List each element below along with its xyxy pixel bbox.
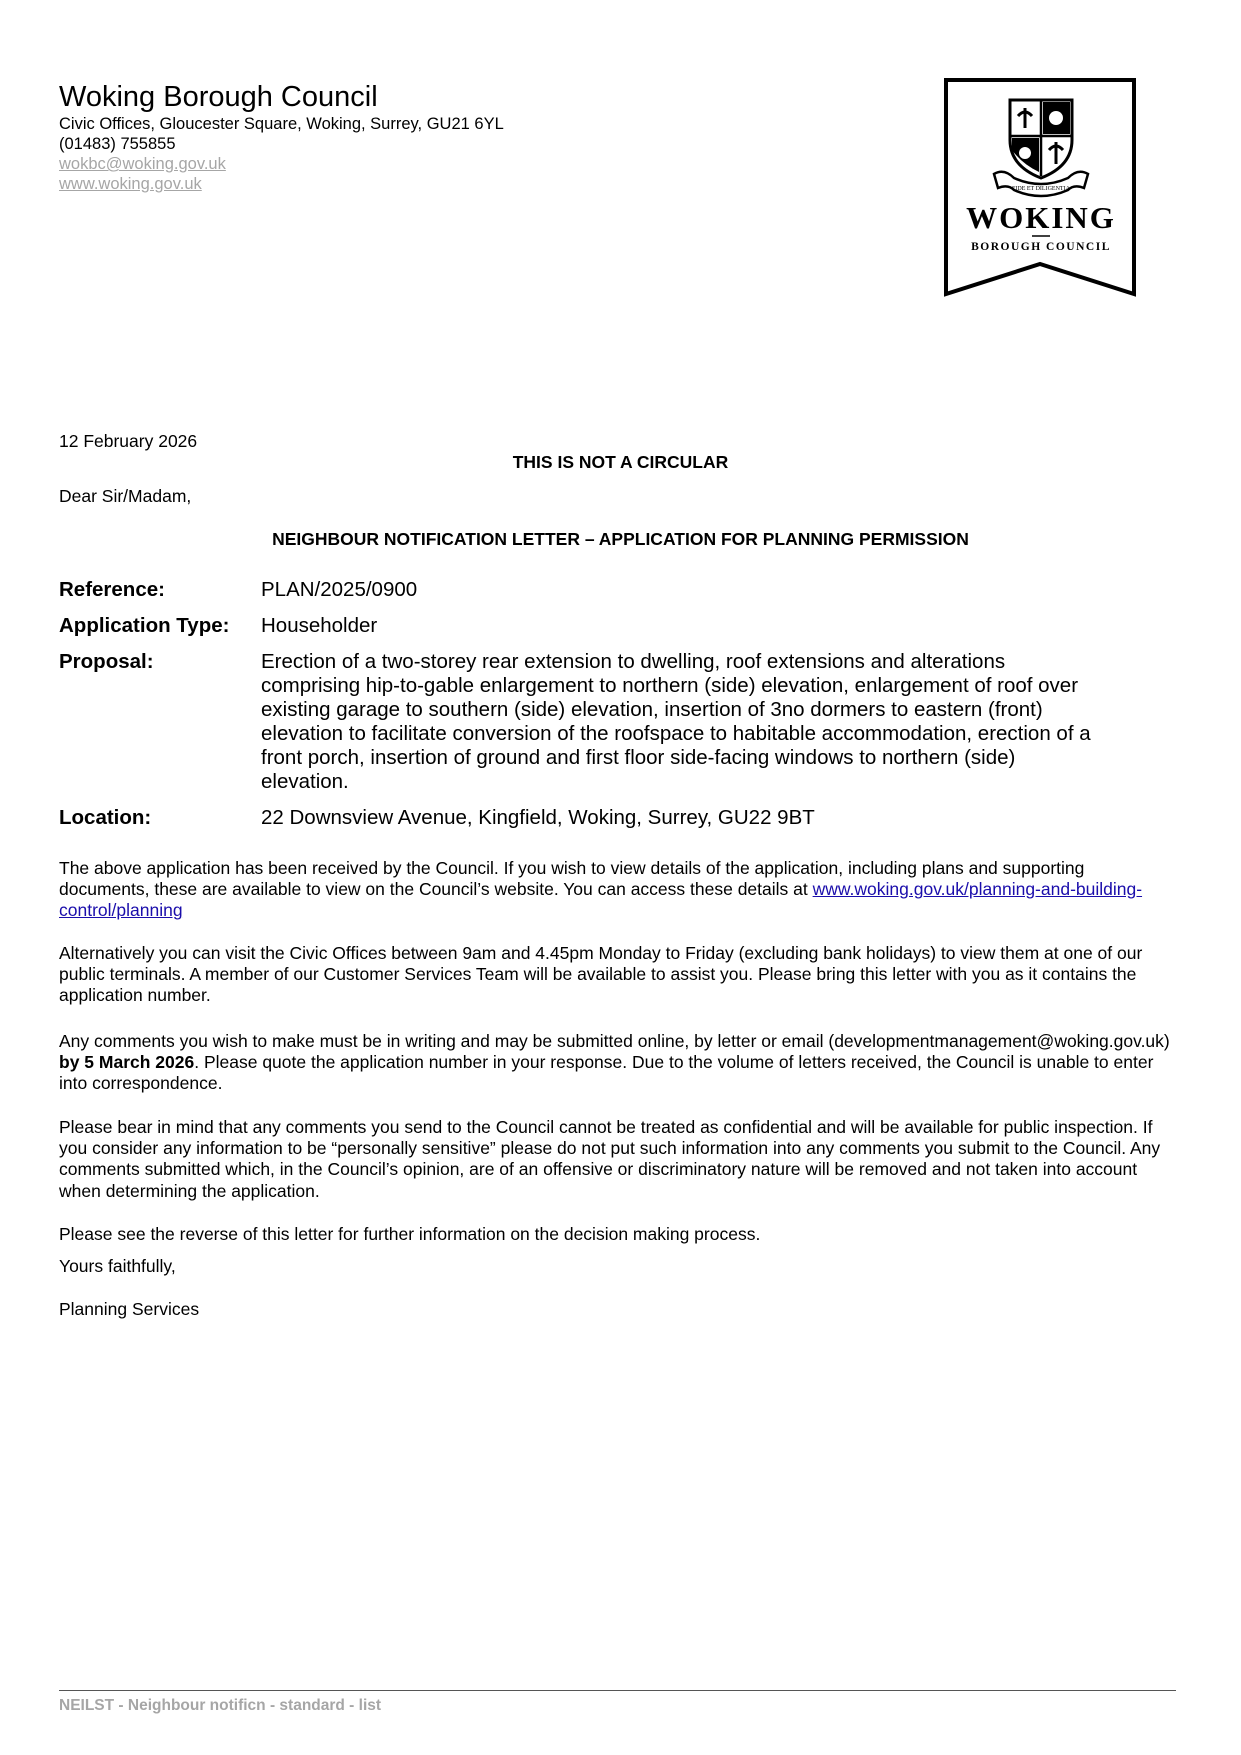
comments-deadline: by 5 March 2026 (59, 1052, 195, 1073)
letter-date: 12 February 2026 (59, 431, 198, 451)
footer-divider (59, 1690, 1176, 1691)
letter-heading: NEIGHBOUR NOTIFICATION LETTER – APPLICATION FOR PLANNING PERMISSION (272, 529, 969, 549)
crest-shield-icon (1010, 100, 1072, 178)
paragraph-view-details-text: The above application has been received by the Council. If you wish to view details of the application, including plans and supporting documents, these are available to view on the Council’s website. You can access these details at (59, 858, 1085, 900)
council-website-link[interactable]: www.woking.gov.uk (59, 175, 202, 193)
council-email-link[interactable]: wokbc@woking.gov.uk (59, 155, 226, 173)
proposal-row (59, 650, 1119, 794)
logo-motto: FIDE ET DILIGENTIA (1012, 186, 1070, 192)
location-row (59, 806, 1119, 830)
application-type-label: Application Type: (59, 614, 230, 637)
footer-code: NEILST - Neighbour notificn - standard - list (59, 1697, 382, 1714)
paragraph-civic-offices: Alternatively you can visit the Civic Offices between 9am and 4.45pm Monday to Friday (excluding bank holidays) to view them at one of our public terminals. A member of our Customer Services Team will be available to assist you. Please bring this letter with you as it contains the application number. (59, 943, 1143, 1006)
application-type-row (59, 614, 1119, 638)
closing: Yours faithfully, (59, 1256, 176, 1276)
comments-text-before: Any comments you wish to make must be in writing and may be submitted online, by letter or email (developmentmanagement@woking.gov.uk) (59, 1031, 1170, 1051)
council-phone: (01483) 755855 (59, 135, 176, 153)
application-type-value: Householder (261, 614, 378, 637)
comments-text-after: . Please quote the application number in your response. Due to the volume of letters received, the Council is unable to enter into correspondence. (59, 1052, 1154, 1094)
logo-wordmark: WOKING (966, 200, 1116, 235)
reference-value: PLAN/2025/0900 (261, 578, 418, 601)
paragraph-confidentiality: Please bear in mind that any comments you send to the Council cannot be treated as confidential and will be available for public inspection. If you consider any information to be “personally sensitive” please do not put such information into any comments you submit to the Council. Any comments submitted which, in the Council’s opinion, are of an offensive or discriminatory nature will be removed and not taken into account when determining the application. (59, 1117, 1161, 1201)
woking-borough-council-logo (944, 78, 1138, 298)
salutation: Dear Sir/Madam, (59, 486, 192, 506)
council-address: Civic Offices, Gloucester Square, Woking, Surrey, GU21 6YL (59, 115, 504, 133)
location-label: Location: (59, 806, 152, 829)
reference-row (59, 578, 1119, 602)
location-value: 22 Downsview Avenue, Kingfield, Woking, Surrey, GU22 9BT (261, 806, 815, 829)
proposal-label: Proposal: (59, 650, 154, 673)
paragraph-reverse-info: Please see the reverse of this letter for further information on the decision making process. (59, 1224, 761, 1244)
signatory: Planning Services (59, 1299, 200, 1319)
not-a-circular-notice: THIS IS NOT A CIRCULAR (512, 452, 729, 472)
planning-website-link[interactable]: www.woking.gov.uk/planning-and-building-control/planning (59, 879, 1143, 921)
paragraph-comments-deadline (59, 1031, 1179, 1095)
paragraph-view-details (59, 858, 1179, 922)
logo-subtitle: BOROUGH COUNCIL (971, 241, 1111, 253)
council-name: Woking Borough Council (59, 81, 378, 113)
reference-label: Reference: (59, 578, 165, 601)
proposal-value: Erection of a two-storey rear extension to dwelling, roof extensions and alterations comprising hip-to-gable enlargement to northern (side) elevation, enlargement of roof over existing garage to southern (side) elevation, insertion of 3no dormers to eastern (front) elevation to facilitate conversion of the roofspace to habitable accommodation, erection of a front porch, insertion of ground and first floor side-facing windows to northern (side) elevation. (261, 650, 1091, 793)
application-details (59, 578, 1119, 842)
